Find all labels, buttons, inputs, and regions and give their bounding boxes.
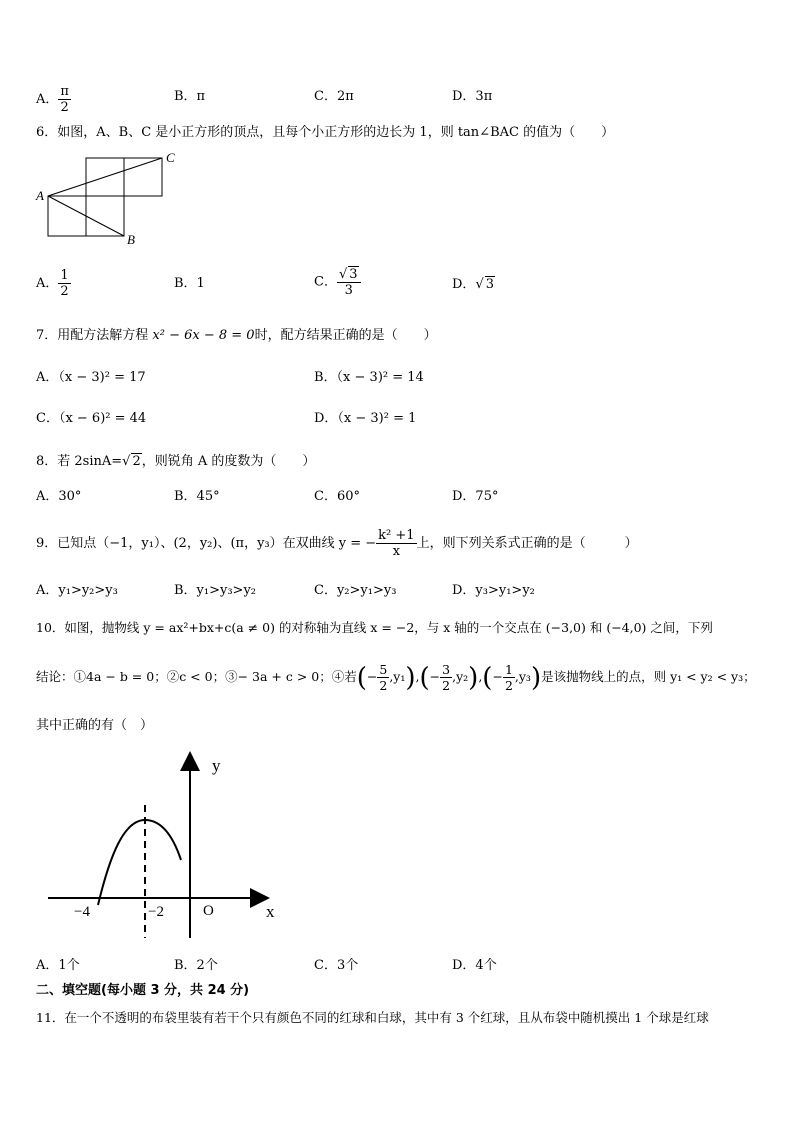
q9-stem: 9．已知点（−1，y₁）、(2，y₂)、(π，y₃）在双曲线 y = − $\frac{\text{k² +1}}{x}$ 上，则下列关系式正确的是（ ） bbox=[36, 528, 638, 559]
q11-stem: 11．在一个不透明的布袋里装有若干个只有颜色不同的红球和白球，其中有 3 个红球，且从布袋中随机摸出 1 个球是红球 bbox=[36, 1010, 709, 1025]
q5-option-c: C．2π bbox=[314, 89, 354, 104]
q7-option-b: B．（x − 3)² = 14 bbox=[314, 370, 424, 385]
q8-option-d: D．75° bbox=[452, 489, 499, 504]
segment-ac bbox=[48, 158, 162, 196]
q5-option-b: B．π bbox=[174, 89, 206, 104]
q10-stem-line3: 其中正确的有（ ） bbox=[36, 718, 154, 733]
q8-option-a: A．30° bbox=[36, 489, 82, 504]
label-b: B bbox=[127, 232, 135, 247]
q7-option-d: D．（x − 3)² = 1 bbox=[314, 411, 417, 426]
q9-option-b: B．y₁>y₃>y₂ bbox=[174, 583, 257, 598]
q10-parabola-graph bbox=[40, 745, 290, 945]
q7-option-c: C．（x − 6)² = 44 bbox=[36, 411, 147, 426]
label-a: A bbox=[36, 188, 44, 203]
q9-option-c: C．y₂>y₁>y₃ bbox=[314, 583, 397, 598]
grid-square bbox=[124, 158, 162, 196]
parabola-curve bbox=[98, 820, 181, 905]
tick-label-neg2: −2 bbox=[148, 904, 164, 920]
q6-option-b: B．1 bbox=[174, 276, 205, 291]
q9-option-d: D．y₃>y₁>y₂ bbox=[452, 583, 535, 598]
q9-option-a: A．y₁>y₂>y₃ bbox=[36, 583, 118, 598]
origin-label: O bbox=[203, 903, 214, 919]
q6-stem: 6．如图，A、B、C 是小正方形的顶点，且每个小正方形的边长为 1，则 tan∠BAC 的值为（ ） bbox=[36, 125, 615, 140]
q8-option-c: C．60° bbox=[314, 489, 360, 504]
grid-square bbox=[86, 196, 124, 236]
q10-option-c: C．3个 bbox=[314, 958, 359, 973]
q6-option-a: A． $\frac{1}{2}$ bbox=[36, 268, 69, 299]
q6-option-a-fraction: $\frac{1}{2}$ bbox=[60, 268, 69, 299]
q10-option-b: B．2个 bbox=[174, 958, 218, 973]
q5-option-d: D．3π bbox=[452, 89, 493, 104]
q5-option-a: A． $\frac{\pi}{2}$ bbox=[36, 84, 69, 115]
q6-option-c: C． $\frac{√ 3}{3}$ bbox=[314, 266, 361, 298]
q7-stem: 7．用配方法解方程 x² − 6x − 8 = 0时，配方结果正确的是（ ） bbox=[36, 328, 437, 343]
q6-option-d: D．√ 3 bbox=[452, 277, 495, 292]
q6-grid-figure bbox=[34, 150, 184, 250]
q8-option-b: B．45° bbox=[174, 489, 220, 504]
q10-option-d: D．4个 bbox=[452, 958, 497, 973]
q10-stem-line1: 10．如图，抛物线 y = ax²+bx+c(a ≠ 0) 的对称轴为直线 x = −2，与 x 轴的一个交点在 (−3,0) 和 (−4,0) 之间，下列 bbox=[36, 620, 713, 635]
q10-option-a: A．1个 bbox=[36, 958, 80, 973]
x-axis-label: x bbox=[266, 902, 275, 921]
q8-stem: 8．若 2sinA=√ 2，则锐角 A 的度数为（ ） bbox=[36, 454, 316, 469]
q7-option-a: A．（x − 3)² = 17 bbox=[36, 370, 146, 385]
q5-option-a-fraction: $\frac{\pi}{2}$ bbox=[60, 84, 69, 115]
q6-option-c-fraction: $\frac{√ 3}{3}$ bbox=[337, 266, 361, 298]
y-axis-label: y bbox=[212, 756, 221, 775]
section-heading: 二、填空题(每小题 3 分，共 24 分) bbox=[36, 983, 250, 998]
q10-stem-line2: 结论：①4a − b = 0；②c < 0；③− 3a + c > 0；④若(− $\frac{5}{2}$ ,y₁),(− $\frac{3}{2}$ ,y₂),(− $\frac{1}{2}$ ,y₃)是该抛物线上的点，则 y₁ < y₂ < y₃； bbox=[36, 662, 756, 693]
tick-label-neg4: −4 bbox=[74, 904, 90, 920]
q9-fraction: $\frac{\text{k² +1}}{x}$ bbox=[378, 528, 415, 559]
grid-square bbox=[48, 196, 86, 236]
label-c: C bbox=[166, 150, 175, 165]
